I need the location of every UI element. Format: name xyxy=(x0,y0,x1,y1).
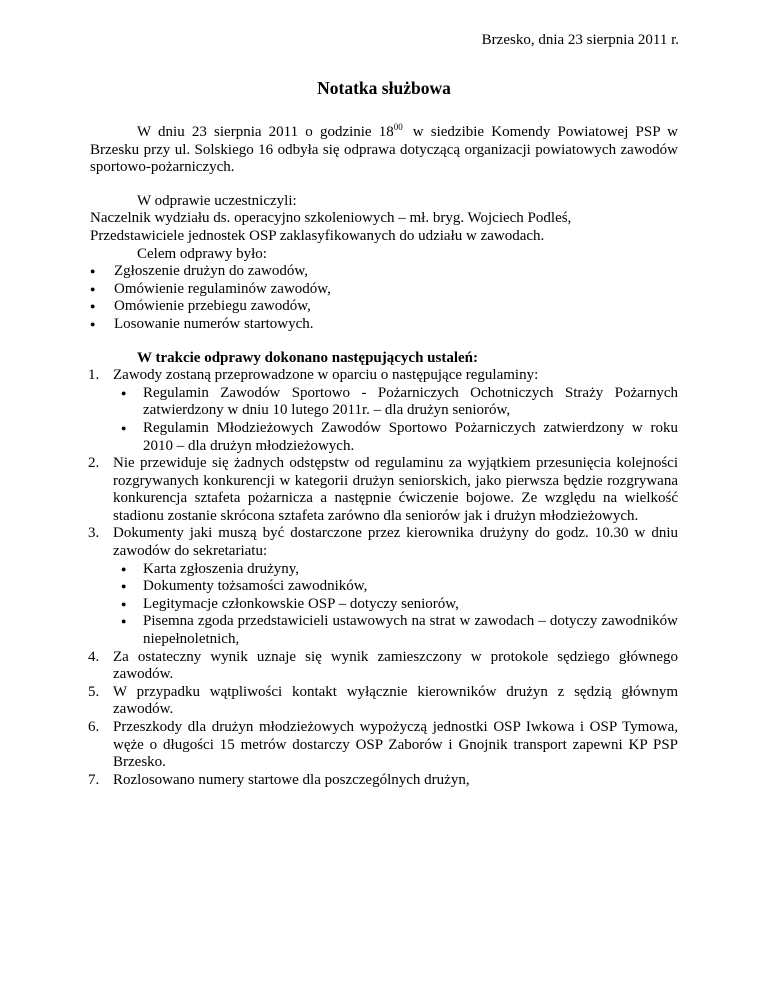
finding-item xyxy=(90,719,678,772)
finding-number: 1. xyxy=(88,367,100,384)
finding-number: 5. xyxy=(88,683,100,700)
finding-item xyxy=(90,684,678,719)
finding-text: Zawody zostaną przeprowadzone w oparciu o następujące regulaminy: xyxy=(113,367,539,384)
finding-item xyxy=(90,367,678,455)
list-item: ● Dokumenty tożsamości zawodników, xyxy=(113,578,678,596)
dateline: Brzesko, dnia 23 sierpnia 2011 r. xyxy=(481,32,679,48)
findings-heading: W trakcie odprawy dokonano następujących ustaleń: xyxy=(137,349,479,366)
finding-item xyxy=(90,455,678,525)
finding-text: Rozlosowano numery startowe dla poszczególnych drużyn, xyxy=(113,771,470,788)
attendance-heading: W odprawie uczestniczyli: xyxy=(137,192,297,209)
goals-list xyxy=(90,263,678,333)
finding-text: Za ostateczny wynik uznaje się wynik zamieszczony w protokole sędziego głównego zawodów. xyxy=(113,648,678,683)
list-item: ● Regulamin Zawodów Sportowo - Pożarniczych Ochotniczych Straży Pożarnych zatwierdzony w dniu 10 lutego 2011r. – dla drużyn seniorów, xyxy=(113,385,678,420)
finding-text: Przeszkody dla drużyn młodzieżowych wypożyczą jednostki OSP Iwkowa i OSP Tymowa, węże o długości 15 metrów dostarczy OSP Zaborów i Gnojnik transport zapewni KP PSP Brzesko. xyxy=(113,719,678,771)
intro-text-1: W dniu 23 sierpnia 2011 o godzinie 18 xyxy=(137,124,394,140)
finding-number: 6. xyxy=(88,719,100,735)
document-title: Notatka służbowa xyxy=(317,78,451,98)
finding-number: 7. xyxy=(88,771,100,788)
list-item: ● Omówienie przebiegu zawodów, xyxy=(90,298,678,316)
finding-number: 3. xyxy=(88,525,100,542)
list-item: ● Zgłoszenie drużyn do zawodów, xyxy=(90,263,678,281)
findings-list xyxy=(90,367,678,789)
finding-text: W przypadku wątpliwości kontakt wyłącznie kierowników drużyn z sędzią głównym zawodów. xyxy=(113,683,678,718)
list-item: ● Legitymacje członkowskie OSP – dotyczy seniorów, xyxy=(113,596,678,614)
list-item: ● Omówienie regulaminów zawodów, xyxy=(90,281,678,299)
finding-text: Dokumenty jaki muszą być dostarczone przez kierownika drużyny do godz. 10.30 w dniu zawodów do sekretariatu: xyxy=(113,525,678,560)
finding-sublist xyxy=(113,385,678,455)
finding-item xyxy=(90,649,678,684)
finding-item xyxy=(90,525,678,648)
finding-sublist xyxy=(113,561,678,649)
list-item: ● Regulamin Młodzieżowych Zawodów Sportowo Pożarniczych zatwierdzony w roku 2010 – dla drużyn młodzieżowych. xyxy=(113,420,678,455)
document-body xyxy=(90,124,678,789)
goals-heading: Celem odprawy było: xyxy=(137,245,267,262)
intro-text-2: w siedzibie Komendy Powiatowej PSP w Brzesku przy ul. Solskiego 16 odbyła się odprawa dotyczącą organizacji powiatowych zawodów sportowo-pożarniczych. xyxy=(90,124,678,176)
intro-hour-sup: 00 xyxy=(393,122,403,132)
attendee-line-2: Przedstawiciele jednostek OSP zaklasyfikowanych do udziału w zawodach. xyxy=(90,227,545,244)
finding-text: Nie przewiduje się żadnych odstępstw od regulaminu za wyjątkiem przesunięcia kolejności rozgrywanych konkurencji w kategorii drużyn seniorskich, jako pierwsza będzie rozgrywana konkurencja sztafeta pożarnicza a następnie ćwiczenie bojowe. Ze względu na wielkość stadionu zostanie skrócona sztafeta zarówno dla seniorów jak i drużyn młodzieżowych. xyxy=(113,455,678,524)
list-item: ● Karta zgłoszenia drużyny, xyxy=(113,561,678,579)
finding-number: 2. xyxy=(88,455,100,472)
attendee-line-1: Naczelnik wydziału ds. operacyjno szkoleniowych – mł. bryg. Wojciech Podleś, xyxy=(90,210,572,227)
intro-paragraph xyxy=(90,124,678,177)
list-item: ● Pisemna zgoda przedstawicieli ustawowych na strat w zawodach – dotyczy zawodników niepełnoletnich, xyxy=(113,613,678,648)
finding-number: 4. xyxy=(88,648,100,665)
list-item: ● Losowanie numerów startowych. xyxy=(90,316,678,334)
finding-item xyxy=(90,772,678,790)
